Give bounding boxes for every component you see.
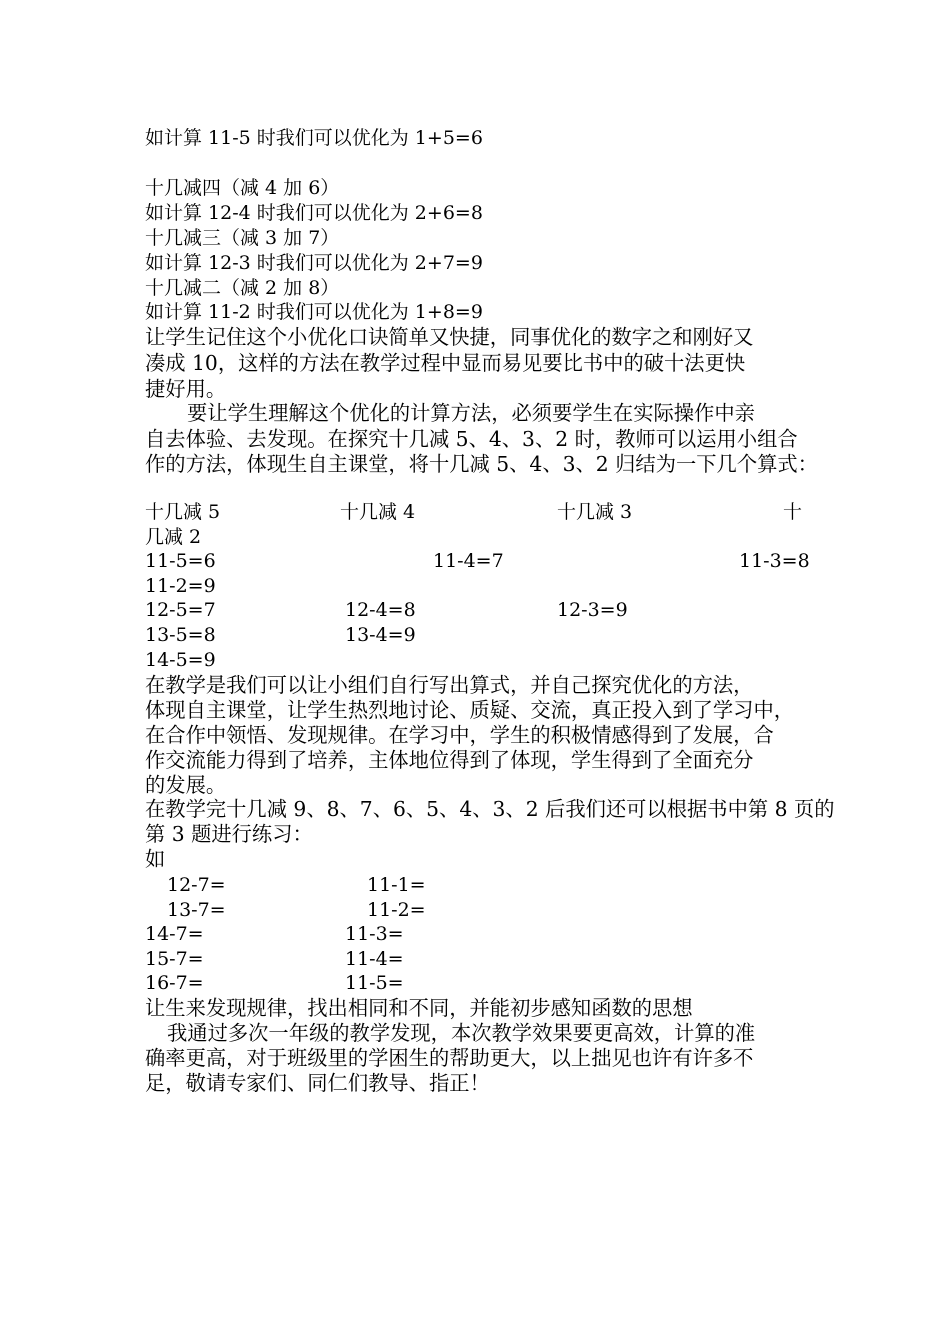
text-line: 如计算 12-3 时我们可以优化为 2+7=9: [145, 252, 483, 274]
paragraph-line: 如: [145, 847, 166, 871]
equation: 13-4=9: [345, 624, 416, 646]
equation: 11-4=7: [433, 550, 504, 572]
paragraph-line: 作的方法，体现生自主课堂，将十几减 5、4、3、2 归结为一下几个算式：: [145, 452, 818, 476]
paragraph-line: 自去体验、去发现。在探究十几减 5、4、3、2 时，教师可以运用小组合: [145, 427, 798, 451]
paragraph-line: 凑成 10，这样的方法在教学过程中显而易见要比书中的破十法更快: [145, 351, 746, 375]
text-line: 如计算 11-2 时我们可以优化为 1+8=9: [145, 301, 483, 323]
practice-problem: 16-7=: [145, 972, 204, 994]
paragraph-line: 作交流能力得到了培养，主体地位得到了体现，学生得到了全面充分: [145, 748, 754, 772]
paragraph-line: 让学生记住这个小优化口诀简单又快捷，同事优化的数字之和刚好又: [145, 325, 754, 349]
column-header: 十几减 3: [557, 501, 633, 523]
text-line: 十几减三（减 3 加 7）: [145, 227, 340, 249]
text-line: 如计算 12-4 时我们可以优化为 2+6=8: [145, 202, 483, 224]
paragraph-line: 的发展。: [145, 773, 227, 797]
equation: 14-5=9: [145, 649, 216, 671]
text-line: 十几减二（减 2 加 8）: [145, 277, 340, 299]
column-header: 十几减 5: [145, 501, 221, 523]
practice-problem: 12-7=: [167, 874, 226, 896]
paragraph-line: 让生来发现规律，找出相同和不同，并能初步感知函数的思想: [145, 996, 693, 1020]
paragraph-line: 捷好用。: [145, 377, 227, 401]
column-header: 几减 2: [145, 526, 202, 548]
practice-problem: 11-4=: [345, 948, 404, 970]
equation: 12-3=9: [557, 599, 628, 621]
paragraph-line: 我通过多次一年级的教学发现，本次教学效果要更高效，计算的准: [167, 1021, 756, 1045]
paragraph-line: 在教学是我们可以让小组们自行写出算式，并自己探究优化的方法，: [145, 673, 754, 697]
equation: 11-5=6: [145, 550, 216, 572]
paragraph-line: 体现自主课堂，让学生热烈地讨论、质疑、交流，真正投入到了学习中，: [145, 698, 795, 722]
equation: 11-3=8: [739, 550, 810, 572]
equation: 11-2=9: [145, 575, 216, 597]
practice-problem: 13-7=: [167, 899, 226, 921]
column-header: 十: [783, 501, 803, 523]
paragraph-line: 要让学生理解这个优化的计算方法，必须要学生在实际操作中亲: [187, 401, 755, 425]
paragraph-line: 确率更高，对于班级里的学困生的帮助更大，以上拙见也许有许多不: [145, 1046, 754, 1070]
practice-problem: 15-7=: [145, 948, 204, 970]
text-line: 如计算 11-5 时我们可以优化为 1+5=6: [145, 127, 483, 149]
paragraph-line: 第 3 题进行练习：: [145, 822, 313, 846]
equation: 13-5=8: [145, 624, 216, 646]
practice-problem: 11-2=: [367, 899, 426, 921]
practice-problem: 11-1=: [367, 874, 426, 896]
practice-problem: 11-3=: [345, 923, 404, 945]
column-header: 十几减 4: [340, 501, 416, 523]
equation: 12-5=7: [145, 599, 216, 621]
practice-problem: 14-7=: [145, 923, 204, 945]
paragraph-line: 在合作中领悟、发现规律。在学习中，学生的积极情感得到了发展，合: [145, 723, 774, 747]
paragraph-line: 足，敬请专家们、同仁们教导、指正！: [145, 1071, 490, 1095]
paragraph-line: 在教学完十几减 9、8、7、6、5、4、3、2 后我们还可以根据书中第 8 页的: [145, 797, 835, 821]
equation: 12-4=8: [345, 599, 416, 621]
practice-problem: 11-5=: [345, 972, 404, 994]
text-line: 十几减四（减 4 加 6）: [145, 177, 340, 199]
